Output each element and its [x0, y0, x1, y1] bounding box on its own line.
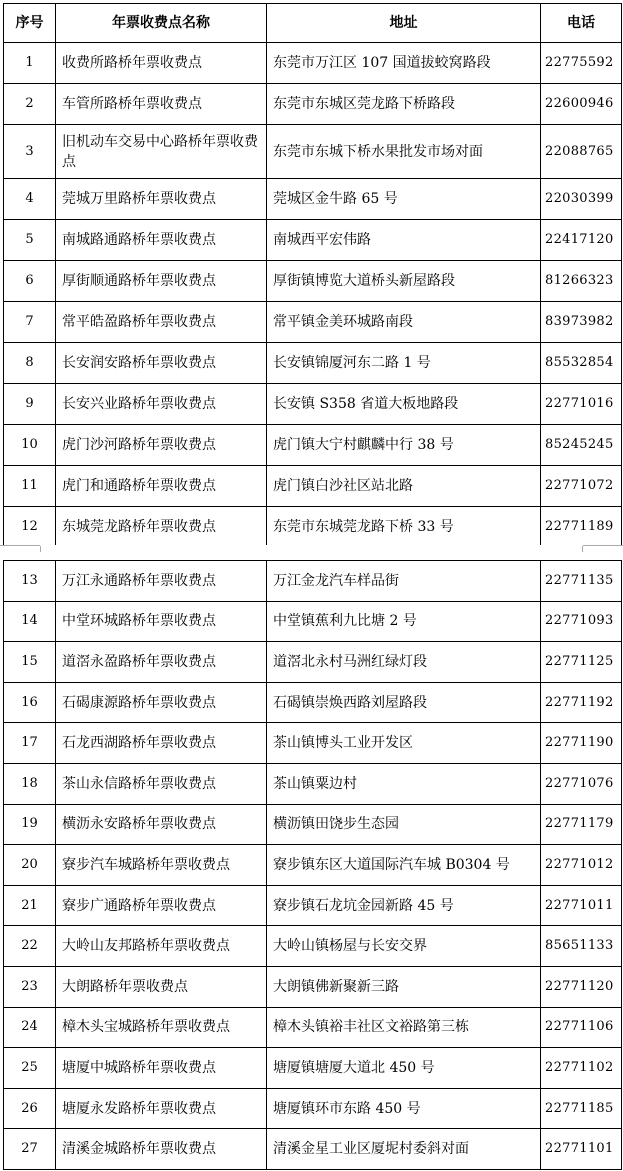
table-body-part2	[4, 561, 622, 1170]
cell-phone: 22771093	[541, 601, 622, 642]
table-row	[4, 84, 622, 125]
table-row	[4, 466, 622, 507]
cell-address: 石碣镇崇焕西路刘屋路段	[267, 682, 541, 723]
cell-no: 11	[4, 466, 56, 507]
cell-name: 收费所路桥年票收费点	[56, 43, 267, 84]
cell-no: 8	[4, 343, 56, 384]
table-row	[4, 343, 622, 384]
cell-phone: 22771016	[541, 384, 622, 425]
toll-points-table-part2	[3, 560, 622, 1170]
toll-points-table-part1	[3, 3, 622, 548]
cell-phone: 22088765	[541, 125, 622, 179]
table-row	[4, 1129, 622, 1170]
cell-name: 塘厦永发路桥年票收费点	[56, 1088, 267, 1129]
cell-phone: 22417120	[541, 220, 622, 261]
cell-address: 道滘北永村马洲红绿灯段	[267, 642, 541, 683]
cell-phone: 22771192	[541, 682, 622, 723]
table-row	[4, 1007, 622, 1048]
cell-name: 旧机动车交易中心路桥年票收费点	[56, 125, 267, 179]
cell-phone: 22771106	[541, 1007, 622, 1048]
cell-phone: 22771101	[541, 1129, 622, 1170]
cell-address: 东莞市东城莞龙路下桥 33 号	[267, 507, 541, 548]
cell-no: 21	[4, 885, 56, 926]
cell-address: 南城西平宏伟路	[267, 220, 541, 261]
cell-no: 26	[4, 1088, 56, 1129]
cell-address: 虎门镇大宁村麒麟中行 38 号	[267, 425, 541, 466]
table-row	[4, 966, 622, 1007]
header-phone: 电话	[541, 4, 622, 43]
cell-no: 10	[4, 425, 56, 466]
cell-no: 15	[4, 642, 56, 683]
table-row	[4, 682, 622, 723]
cell-no: 7	[4, 302, 56, 343]
cell-name: 虎门和通路桥年票收费点	[56, 466, 267, 507]
cell-phone: 85532854	[541, 343, 622, 384]
cell-address: 寮步镇东区大道国际汽车城 B0304 号	[267, 845, 541, 886]
cell-name: 石碣康源路桥年票收费点	[56, 682, 267, 723]
cell-address: 大岭山镇杨屋与长安交界	[267, 926, 541, 967]
cell-address: 塘厦镇环市东路 450 号	[267, 1088, 541, 1129]
cell-no: 24	[4, 1007, 56, 1048]
cell-address: 茶山镇粟边村	[267, 763, 541, 804]
table-row	[4, 885, 622, 926]
cell-phone: 22771135	[541, 561, 622, 602]
cell-phone: 22771011	[541, 885, 622, 926]
cell-name: 东城莞龙路桥年票收费点	[56, 507, 267, 548]
cell-phone: 22030399	[541, 179, 622, 220]
table-row	[4, 723, 622, 764]
cell-name: 南城路通路桥年票收费点	[56, 220, 267, 261]
cell-name: 茶山永信路桥年票收费点	[56, 763, 267, 804]
cell-phone: 85245245	[541, 425, 622, 466]
cell-name: 大岭山友邦路桥年票收费点	[56, 926, 267, 967]
table-row	[4, 561, 622, 602]
cell-phone: 22771102	[541, 1048, 622, 1089]
cell-phone: 22771189	[541, 507, 622, 548]
table-row	[4, 1088, 622, 1129]
cell-address: 万江金龙汽车样品街	[267, 561, 541, 602]
cell-name: 寮步汽车城路桥年票收费点	[56, 845, 267, 886]
cell-name: 常平皓盈路桥年票收费点	[56, 302, 267, 343]
cell-phone: 22771190	[541, 723, 622, 764]
table-row	[4, 926, 622, 967]
cell-no: 19	[4, 804, 56, 845]
cell-phone: 83973982	[541, 302, 622, 343]
cell-name: 塘厦中城路桥年票收费点	[56, 1048, 267, 1089]
cell-address: 寮步镇石龙坑金园新路 45 号	[267, 885, 541, 926]
cell-no: 5	[4, 220, 56, 261]
cell-phone: 22771076	[541, 763, 622, 804]
cell-no: 13	[4, 561, 56, 602]
cell-no: 17	[4, 723, 56, 764]
cell-no: 6	[4, 261, 56, 302]
cell-no: 18	[4, 763, 56, 804]
cell-phone: 22771072	[541, 466, 622, 507]
cell-name: 万江永通路桥年票收费点	[56, 561, 267, 602]
cell-name: 寮步广通路桥年票收费点	[56, 885, 267, 926]
cell-address: 中堂镇蕉利九比塘 2 号	[267, 601, 541, 642]
cell-phone: 22600946	[541, 84, 622, 125]
table-row	[4, 642, 622, 683]
cell-phone: 22771185	[541, 1088, 622, 1129]
table-body-part1	[4, 43, 622, 548]
table-row	[4, 384, 622, 425]
header-address: 地址	[267, 4, 541, 43]
cell-address: 横沥镇田饶步生态园	[267, 804, 541, 845]
cell-address: 莞城区金牛路 65 号	[267, 179, 541, 220]
cell-address: 东莞市东城区莞龙路下桥路段	[267, 84, 541, 125]
cell-phone: 22775592	[541, 43, 622, 84]
table-row	[4, 425, 622, 466]
cell-name: 清溪金城路桥年票收费点	[56, 1129, 267, 1170]
cell-address: 清溪金星工业区厦坭村委斜对面	[267, 1129, 541, 1170]
cell-no: 27	[4, 1129, 56, 1170]
table-row	[4, 220, 622, 261]
cell-phone: 22771012	[541, 845, 622, 886]
cell-phone: 81266323	[541, 261, 622, 302]
cell-name: 车管所路桥年票收费点	[56, 84, 267, 125]
cell-name: 虎门沙河路桥年票收费点	[56, 425, 267, 466]
cell-name: 大朗路桥年票收费点	[56, 966, 267, 1007]
table-row	[4, 125, 622, 179]
cell-no: 4	[4, 179, 56, 220]
page-break	[0, 545, 623, 560]
cell-no: 16	[4, 682, 56, 723]
cell-no: 3	[4, 125, 56, 179]
cell-name: 厚街顺通路桥年票收费点	[56, 261, 267, 302]
cell-no: 25	[4, 1048, 56, 1089]
cell-address: 东莞市东城下桥水果批发市场对面	[267, 125, 541, 179]
cell-phone: 22771125	[541, 642, 622, 683]
cell-name: 横沥永安路桥年票收费点	[56, 804, 267, 845]
cell-phone: 85651133	[541, 926, 622, 967]
table-row	[4, 302, 622, 343]
cell-name: 中堂环城路桥年票收费点	[56, 601, 267, 642]
table-row	[4, 179, 622, 220]
cell-no: 2	[4, 84, 56, 125]
cell-address: 长安镇锦厦河东二路 1 号	[267, 343, 541, 384]
cell-name: 道滘永盈路桥年票收费点	[56, 642, 267, 683]
cell-no: 14	[4, 601, 56, 642]
cell-phone: 22771120	[541, 966, 622, 1007]
cell-name: 长安润安路桥年票收费点	[56, 343, 267, 384]
cell-address: 茶山镇博头工业开发区	[267, 723, 541, 764]
cell-address: 塘厦镇塘厦大道北 450 号	[267, 1048, 541, 1089]
cell-no: 23	[4, 966, 56, 1007]
cell-phone: 22771179	[541, 804, 622, 845]
table-row	[4, 261, 622, 302]
cell-name: 石龙西湖路桥年票收费点	[56, 723, 267, 764]
cell-name: 樟木头宝城路桥年票收费点	[56, 1007, 267, 1048]
cell-address: 厚街镇博览大道桥头新屋路段	[267, 261, 541, 302]
cell-address: 虎门镇白沙社区站北路	[267, 466, 541, 507]
cell-name: 莞城万里路桥年票收费点	[56, 179, 267, 220]
cell-address: 东莞市万江区 107 国道拔蛟窝路段	[267, 43, 541, 84]
header-name: 年票收费点名称	[56, 4, 267, 43]
cell-no: 22	[4, 926, 56, 967]
header-no: 序号	[4, 4, 56, 43]
cell-no: 20	[4, 845, 56, 886]
table-row	[4, 845, 622, 886]
cell-no: 12	[4, 507, 56, 548]
cell-address: 常平镇金美环城路南段	[267, 302, 541, 343]
cell-address: 樟木头镇裕丰社区文裕路第三栋	[267, 1007, 541, 1048]
table-row	[4, 1048, 622, 1089]
cell-name: 长安兴业路桥年票收费点	[56, 384, 267, 425]
table-row	[4, 43, 622, 84]
cell-address: 长安镇 S358 省道大板地路段	[267, 384, 541, 425]
table-row	[4, 763, 622, 804]
cell-address: 大朗镇佛新聚新三路	[267, 966, 541, 1007]
table-row	[4, 601, 622, 642]
cell-no: 9	[4, 384, 56, 425]
table-row	[4, 804, 622, 845]
table-header-row	[4, 4, 622, 43]
cell-no: 1	[4, 43, 56, 84]
table-row	[4, 507, 622, 548]
